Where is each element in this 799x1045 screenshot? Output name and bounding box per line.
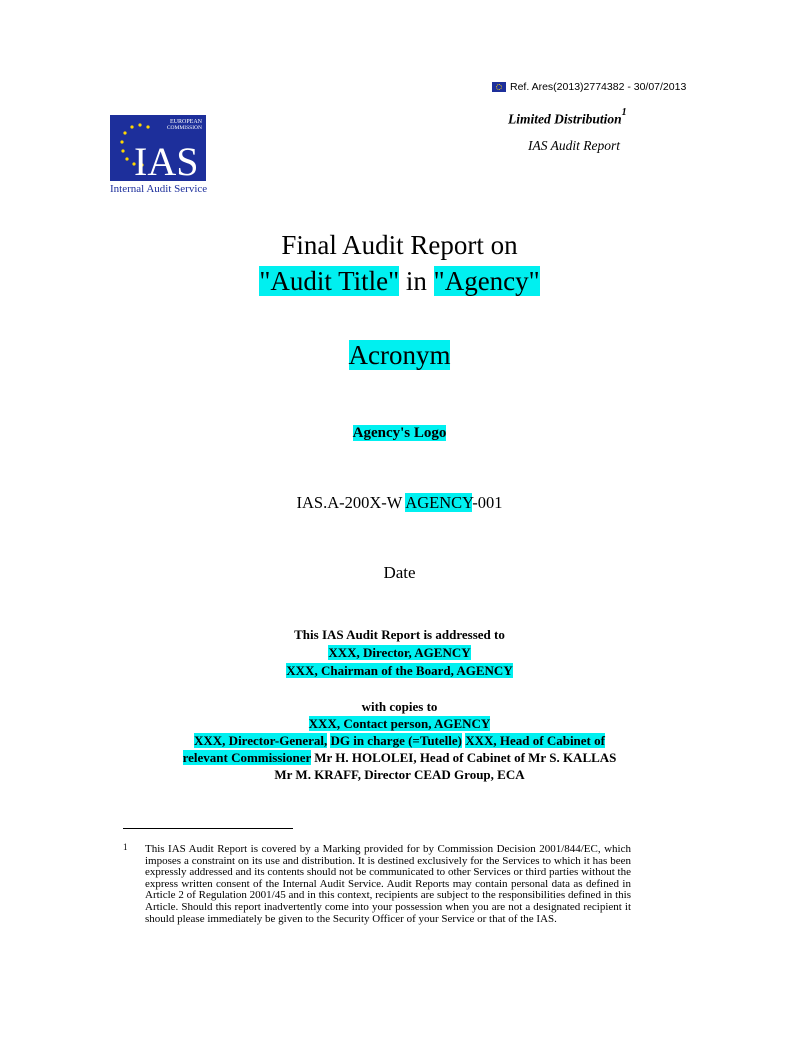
document-reference: [492, 81, 686, 93]
limited-distribution-label: Limited Distribution$^1$: [508, 107, 627, 127]
agency-logo-placeholder: Agency's Logo: [352, 425, 447, 441]
addressed-intro: This IAS Audit Report is addressed to: [294, 627, 505, 642]
eu-flag-icon: [492, 82, 506, 92]
title-in-word: in: [405, 266, 427, 296]
copy-relevant-commissioner: relevant Commissioner: [182, 750, 311, 765]
svg-text:IAS: IAS: [134, 139, 199, 181]
footnote-marker: 1: [621, 107, 627, 118]
copy-dg-in-charge: DG in charge (=Tutelle): [330, 733, 462, 748]
addressee-director: XXX, Director, AGENCY: [328, 645, 471, 660]
code-agency: AGENCY: [405, 493, 473, 512]
acronym-placeholder: Acronym: [348, 340, 451, 370]
footnote-separator: [123, 828, 293, 829]
report-title-line2: [0, 266, 799, 297]
copies-intro: with copies to: [361, 699, 438, 714]
copy-head-of-cabinet: XXX, Head of Cabinet of: [465, 733, 605, 748]
svg-text:EUROPEAN: EUROPEAN: [169, 119, 202, 125]
copy-contact-person: XXX, Contact person, AGENCY: [308, 716, 491, 731]
code-suffix: -001: [472, 493, 503, 512]
addressee-chairman: XXX, Chairman of the Board, AGENCY: [286, 663, 513, 678]
footnote-number: 1: [123, 842, 128, 852]
ias-logo: [110, 115, 206, 181]
report-date: Date: [383, 563, 416, 582]
agency-placeholder: "Agency": [433, 266, 540, 296]
logo-caption: Internal Audit Service: [110, 183, 208, 195]
reference-text: Ref. Ares(2013)2774382 - 30/07/2013: [510, 81, 687, 93]
addressees-block: [0, 626, 799, 680]
copies-block: [0, 698, 799, 783]
report-type-label: IAS Audit Report: [528, 138, 620, 153]
code-prefix: IAS.A-200X-W: [296, 493, 406, 512]
acronym-line: [0, 340, 799, 371]
agency-logo-line: [0, 425, 799, 442]
copy-director-general: XXX, Director-General,: [194, 733, 328, 748]
report-code: [0, 493, 799, 513]
report-title-line1: Final Audit Report on: [281, 230, 518, 260]
copy-kraff: Mr M. KRAFF, Director CEAD Group, ECA: [274, 767, 525, 782]
audit-title-placeholder: "Audit Title": [259, 266, 400, 296]
svg-text:COMMISSION: COMMISSION: [166, 125, 202, 131]
copy-hololei: Mr H. HOLOLEI, Head of Cabinet of Mr S. KALLAS: [311, 750, 617, 765]
footnote-text: This IAS Audit Report is covered by a Marking provided for by Commission Decision 2001/844/EC, which imposes a constraint on its use and distribution. It is destined exclusively for the Services to which it has been expressly addressed and its contents should not be communicated to other Services or third parties without the express written consent of the Internal Audit Service. Audit Reports may contain personal data as defined in Article 2 of Regulation 2001/45 and in this context, recipients are subject to the responsibilities defined in this Article. Should this report inadvertently come into your possession when you are not a designated recipient it should please immediately be given to the Security Officer of your Service or that of the IAS.: [145, 843, 631, 925]
